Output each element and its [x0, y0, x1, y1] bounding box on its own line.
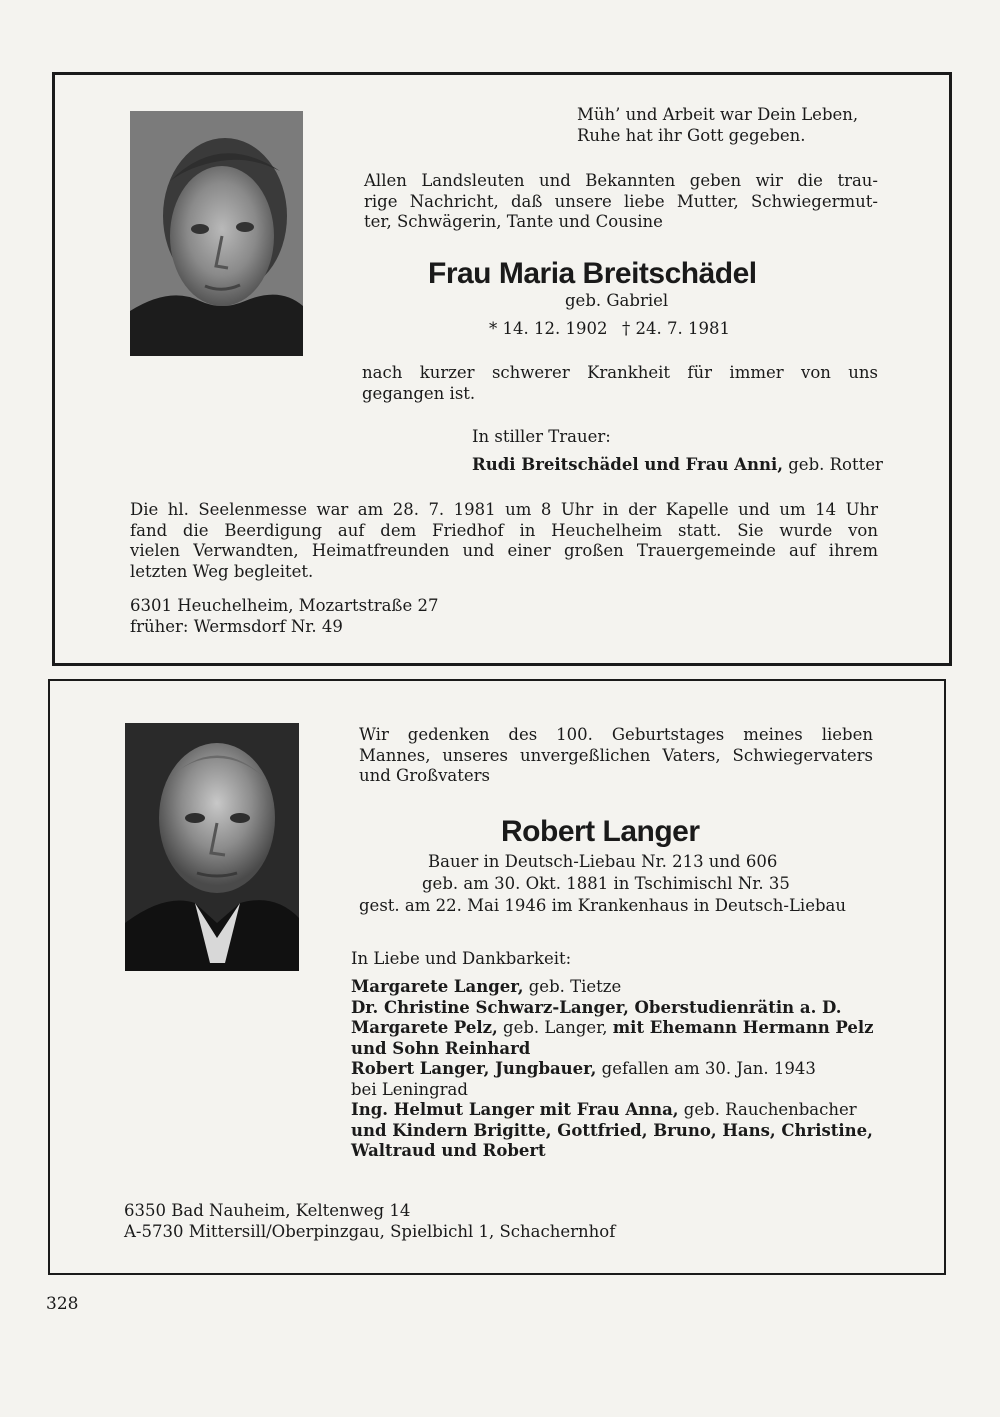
family-line: Dr. Christine Schwarz-Langer, Oberstudienrätin a. D.	[351, 997, 842, 1017]
page-number: 328	[46, 1294, 79, 1314]
motto-verse	[577, 105, 858, 146]
family-line: Waltraud und Robert	[351, 1141, 546, 1160]
intro-line: rige Nachricht, daß unsere liebe Mutter, Schwiegermut-	[364, 191, 878, 211]
address-line: früher: Wermsdorf Nr. 49	[130, 616, 343, 636]
memorial-notice-langer	[48, 679, 946, 1275]
obituary-notice-breitschaedel	[52, 72, 952, 666]
death-line: gest. am 22. Mai 1946 im Krankenhaus in Deutsch-Liebau	[359, 896, 846, 915]
funeral-line: vielen Verwandten, Heimatfreunden und einer großen Trauergemeinde auf ihrem	[130, 541, 878, 560]
passing-line: gegangen ist.	[362, 383, 476, 403]
family-line	[351, 977, 874, 998]
motto-line: Müh’ und Arbeit war Dein Leben,	[577, 105, 859, 124]
memorial-intro	[359, 725, 873, 787]
family-detail: gefallen am 30. Jan. 1943	[596, 1059, 816, 1078]
mourner-birth-name: geb. Rotter	[783, 455, 883, 474]
funeral-line: Die hl. Seelenmesse war am 28. 7. 1981 um 8 Uhr in der Kapelle und um 14 Uhr	[130, 500, 878, 519]
family-line: und Sohn Reinhard	[351, 1038, 531, 1058]
announcement-intro	[364, 171, 878, 233]
family-name: Ing. Helmut Langer mit Frau Anna,	[351, 1100, 679, 1119]
family-name: Margarete Pelz,	[351, 1018, 498, 1037]
intro-line: Mannes, unseres unvergeßlichen Vaters, Schwiegervaters	[359, 745, 873, 765]
intro-line: ter, Schwägerin, Tante und Cousine	[364, 212, 663, 231]
birth-name: geb. Gabriel	[565, 291, 669, 310]
passing-text	[362, 363, 878, 404]
birth-date: * 14. 12. 1902	[489, 319, 608, 338]
family-line	[351, 1018, 874, 1039]
family-line	[351, 1100, 874, 1121]
deceased-name: Frau Maria Breitschädel	[428, 257, 757, 290]
family-line	[351, 1059, 874, 1080]
portrait-photo-maria-breitschaedel	[130, 111, 303, 356]
family-name: mit Ehemann Hermann Pelz	[612, 1018, 874, 1037]
mourning-label: In stiller Trauer:	[472, 427, 611, 446]
family-detail: geb. Langer,	[497, 1018, 613, 1037]
portrait-photo-robert-langer	[125, 723, 299, 971]
occupation-line: Bauer in Deutsch-Liebau Nr. 213 und 606	[428, 852, 778, 871]
family-name: Robert Langer, Jungbauer,	[351, 1059, 597, 1078]
passing-line: nach kurzer schwerer Krankheit für immer von uns	[362, 363, 878, 382]
family-detail: geb. Tietze	[523, 977, 622, 996]
motto-line: Ruhe hat ihr Gott gegeben.	[577, 125, 806, 145]
intro-line: und Großvaters	[359, 766, 490, 785]
funeral-line: letzten Weg begleitet.	[130, 561, 314, 581]
family-name: Margarete Langer,	[351, 977, 524, 996]
deceased-name: Robert Langer	[501, 815, 700, 848]
address-block	[124, 1201, 615, 1242]
funeral-line: fand die Beerdigung auf dem Friedhof in Heuchelheim statt. Sie wurde von	[130, 520, 878, 540]
gratitude-label: In Liebe und Dankbarkeit:	[351, 949, 572, 968]
family-detail: geb. Rauchenbacher	[678, 1100, 857, 1119]
death-date: † 24. 7. 1981	[622, 319, 730, 338]
address-line: A-5730 Mittersill/Oberpinzgau, Spielbichl 1, Schachernhof	[124, 1221, 616, 1241]
funeral-text	[130, 500, 878, 582]
family-list	[351, 977, 874, 1162]
mourner-names: Rudi Breitschädel und Frau Anni,	[472, 455, 783, 474]
address-line: 6301 Heuchelheim, Mozartstraße 27	[130, 596, 439, 615]
address-line: 6350 Bad Nauheim, Keltenweg 14	[124, 1201, 411, 1220]
intro-line: Allen Landsleuten und Bekannten geben wir die trau-	[364, 171, 878, 190]
mourners	[472, 455, 883, 476]
address-block	[130, 596, 438, 637]
intro-line: Wir gedenken des 100. Geburtstages meines lieben	[359, 725, 873, 744]
family-line: bei Leningrad	[351, 1079, 468, 1099]
birth-line: geb. am 30. Okt. 1881 in Tschimischl Nr. 35	[422, 874, 790, 893]
family-line: und Kindern Brigitte, Gottfried, Bruno, Hans, Christine,	[351, 1120, 873, 1140]
